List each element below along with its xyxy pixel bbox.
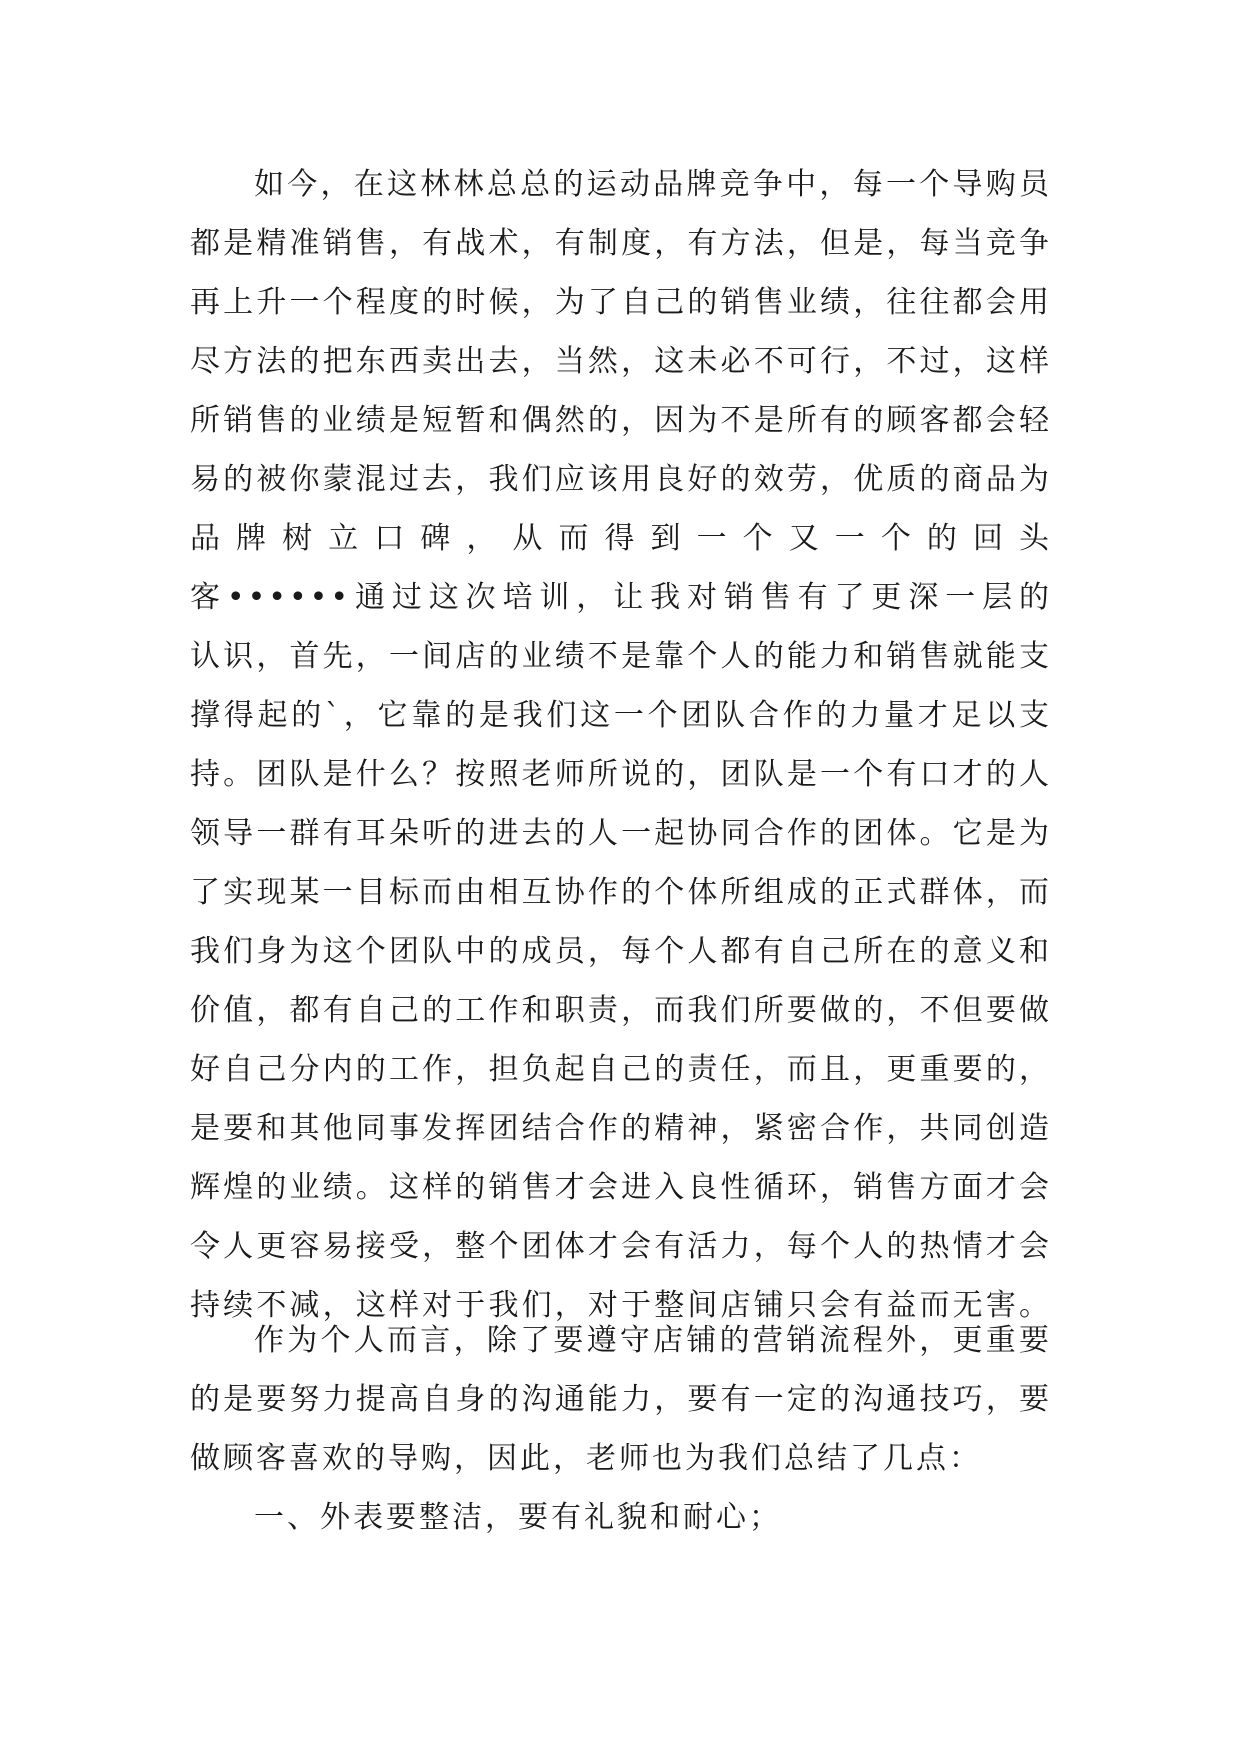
text-line: 撑得起的`，它靠的是我们这一个团队合作的力量才足以支 [190,698,1052,733]
text-line: 好自己分内的工作，担负起自己的责任，而且，更重要的， [190,1052,1052,1087]
text-line: 领导一群有耳朵听的进去的人一起协同合作的团体。它是为 [190,816,1052,851]
text-line: 我们身为这个团队中的成员，每个人都有自己所在的意义和 [190,934,1052,969]
text-line: 认识，首先，一间店的业绩不是靠个人的能力和销售就能支 [190,639,1052,674]
text-line: 持。团队是什么？按照老师所说的，团队是一个有口才的人 [190,757,1052,792]
text-line: 令人更容易接受，整个团体才会有活力，每个人的热情才会 [190,1229,1052,1264]
text-line: 了实现某一目标而由相互协作的个体所组成的正式群体，而 [190,875,1052,910]
text-line: 持续不减，这样对于我们，对于整间店铺只会有益而无害。 [190,1288,1052,1323]
text-line: 辉煌的业绩。这样的销售才会进入良性循环，销售方面才会 [190,1170,1052,1205]
text-line: 如今，在这林林总总的运动品牌竞争中，每一个导购员 [254,167,1052,202]
paragraph-sales-teamwork [190,155,1052,1335]
text-line: 做顾客喜欢的导购，因此，老师也为我们总结了几点： [190,1441,982,1476]
list-item-appearance [190,1488,1052,1547]
text-line: 客••••••通过这次培训，让我对销售有了更深一层的 [190,580,1052,615]
text-line: 所销售的业绩是短暂和偶然的，因为不是所有的顾客都会轻 [190,403,1052,438]
text-line: 易的被你蒙混过去，我们应该用良好的效劳，优质的商品为 [190,462,1052,497]
text-line: 品牌树立口碑，从而得到一个又一个的回头 [190,521,1052,556]
text-line: 再上升一个程度的时候，为了自己的销售业绩，往往都会用 [190,285,1052,320]
text-line: 尽方法的把东西卖出去，当然，这未必不可行，不过，这样 [190,344,1052,379]
text-line: 作为个人而言，除了要遵守店铺的营销流程外，更重要 [254,1323,1052,1358]
text-line: 是要和其他同事发挥团结合作的精神，紧密合作，共同创造 [190,1111,1052,1146]
text-line: 一、外表要整洁，要有礼貌和耐心； [254,1500,782,1535]
text-line: 都是精准销售，有战术，有制度，有方法，但是，每当竞争 [190,226,1052,261]
text-line: 的是要努力提高自身的沟通能力，要有一定的沟通技巧，要 [190,1382,1052,1417]
paragraph-communication [190,1311,1052,1488]
text-line: 价值，都有自己的工作和职责，而我们所要做的，不但要做 [190,993,1052,1028]
